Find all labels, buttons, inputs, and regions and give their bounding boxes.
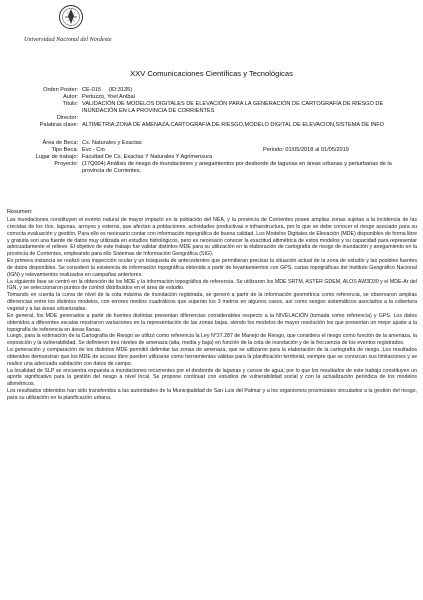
orden-row	[0, 87, 423, 94]
abstract-paragraph: Los resultados obtenidos han sido transferidos a las autoridades de la Municipalidad de San Luis del Palmar y a los organismos provinciales vinculados a la gestión del riesgo, para su utilización en la planificación urbana.	[7, 388, 417, 401]
resumen-label: Resumen:	[7, 209, 33, 215]
orden-value: CE-015	[82, 87, 101, 93]
tipo-label: Tipo Beca:	[51, 147, 78, 153]
autor-row	[0, 94, 423, 101]
logo-text: Universidad Nacional del Nordeste	[24, 36, 112, 43]
director-row	[0, 115, 423, 122]
area-row	[0, 140, 423, 147]
proyecto-row	[0, 161, 423, 175]
autor-label: Autor:	[63, 94, 78, 100]
abstract-paragraph: Luego, para la estimación de la Cartografía de Riesgo se utilizó como referencia la Ley N°27.287 de Manejo de Riesgo, que considera el riesgo como función de la amenaza, la exposición y la vulnerabilidad. Se definieron tres niveles de amenaza (alta, media y baja) en función de la cota de inundación y de la frecuencia de los eventos registrados.	[7, 333, 417, 347]
university-seal-icon	[58, 4, 84, 30]
lugar-label: Lugar de trabajo:	[35, 154, 78, 160]
orden-id: (ID:3135)	[108, 87, 133, 93]
abstract-paragraph: La siguiente fase se centró en la obtención de los MDE y la información topográfica de referencia. Se utilizaron los MDE SRTM, ASTER GDEM, ALOS AW3D30 y el MDE-Ar del IGN, y se seleccionaron puntos de control distribuidos en el área de estudio.	[7, 278, 417, 292]
university-logo	[24, 4, 144, 43]
titulo-label: Título:	[62, 101, 78, 107]
area-label: Área de Beca:	[42, 140, 78, 146]
proyecto-label: Proyecto:	[54, 161, 78, 167]
abstract-paragraph: La localidad de SLP se encuentra expuesta a inundaciones recurrentes por el desborde de lagunas y cursos de agua, por lo que los resultados de este trabajo constituyen un aporte significativo para la gestión del riesgo a nivel local. Se propone continuar con estudios de vulnerabilidad social y con la actualización periódica de los modelos altimétricos.	[7, 367, 417, 388]
palabras-label: Palabras clave:	[39, 122, 78, 128]
metadata-block	[0, 87, 423, 175]
palabras-row	[0, 122, 423, 129]
lugar-value: Facultad De Cs. Exactas Y Naturales Y Agrimensura	[82, 154, 213, 160]
abstract-paragraph: En general, los MDE generados a partir de fuentes distintas presentan diferencias considerables respecto a la NIVELACIÓN (tomada como referencia) y GPS. Los datos obtenidos a diferentes escalas mostraron variaciones en la representación de las zonas bajas, siendo los modelos de mayor resolución los que presentan un mejor ajuste a la topografía de referencia en áreas llanas.	[7, 312, 417, 333]
abstract-paragraph: Las inundaciones constituyen el evento natural de mayor impacto en la población del NEA, y la provincia de Corrientes posee amplias zonas sujetas a la incidencia de las crecidas de los ríos, lagunas, arroyos y esteros, que afectan a poblaciones, actividades productivas e infraestructura, por lo que se debe conocer el riesgo asociado para su correcta evaluación y gestión. Para ello es necesario contar con información topográfica de buena calidad. Los Modelos Digitales de Elevación (MDE) disponibles de forma libre y gratuita son una fuente de datos muy utilizada en estudios hidrológicos, pero es necesario conocer la exactitud altimétrica de estos modelos y su capacidad para representar adecuadamente el relieve. El objetivo de este trabajo fue validar distintos MDE para su utilización en la elaboración de cartografía de riesgo de inundación y anegamiento en la provincia de Corrientes, empleando para ello Sistemas de Información Geográfica (SIG).	[7, 217, 418, 258]
lugar-row	[0, 154, 423, 161]
periodo-value: Periodo: 01/05/2018 al 01/05/2019	[263, 147, 349, 153]
palabras-value: ALTIMETRÍA,ZONA DE AMENAZA,CARTOGRAFÍA DE RIESGO,MODELO DIGITAL DE ELEVACIÓN,SISTEMA DE INFO	[82, 122, 385, 128]
tipo-value: Evc - Cin	[82, 147, 105, 153]
abstract-body	[7, 217, 417, 402]
orden-label: Orden Poster:	[43, 87, 78, 93]
titulo-value: VALIDACIÓN DE MODELOS DIGITALES DE ELEVACIÓN PARA LA GENERACIÓN DE CARTOGRAFÍA DE RIESGO DE INUNDACIÓN EN LA PROVINCIA DE CORRIENTES	[82, 101, 384, 114]
abstract-paragraph: En primera instancia se realizó una inspección ocular y un búsqueda de antecedentes que permitieran precisar la situación actual de la zona de estudio y las posibles fuentes de datos disponibles. Se consideró la existencia de información topográfica obtenida a partir de levantamientos con GPS, cartas topográficas del Instituto Geográfico Nacional (IGN) y relevamientos realizados en campañas anteriores.	[7, 258, 417, 278]
autor-value: Pertuzzo, Yoel Aníbal	[82, 94, 135, 100]
tipo-row	[0, 147, 423, 154]
proyecto-value: (17Q004) Análisis de riesgo de inundaciones y anegamientos por desborde de lagunas en áreas urbanas y periurbanas de la provincia de Corrientes.	[82, 161, 392, 174]
titulo-row	[0, 101, 423, 115]
area-value: Cs. Naturales y Exactas	[82, 140, 142, 146]
abstract-paragraph: Tomando en cuenta la curva de nivel de la cota máxima de inundación registrada, se generó a partir de la información geométrica como referencia, se observaron amplias diferencias entre los distintos modelos, con errores medios cuadráticos que superan los 3 metros en algunos casos, así como sesgos sistemáticos asociados a la cobertura vegetal y a las áreas urbanizadas.	[7, 292, 417, 312]
director-label: Director:	[56, 115, 78, 121]
congress-title: XXV Comunicaciones Científicas y Tecnológicas	[130, 69, 293, 78]
abstract-paragraph: La generación y comparación de los distintos MDE permitió delimitar las zonas de amenaza, que se utilizaron para la elaboración de la cartografía de riesgo. Los resultados obtenidos demuestran que los MDE de acceso libre pueden utilizarse como herramientas válidas para la planificación territorial, siempre que se conozcan sus limitaciones y se realice una adecuada validación con datos de campo.	[7, 347, 417, 367]
